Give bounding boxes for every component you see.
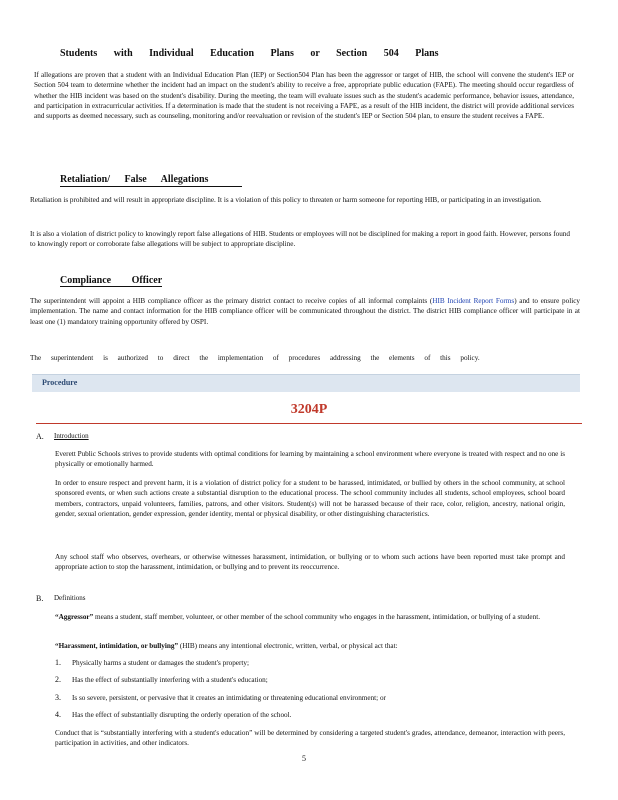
list-item-number: 3. <box>55 693 61 702</box>
heading-retaliation-underline <box>60 186 242 187</box>
list-item-text: Physically harms a student or damages the student's property; <box>72 659 249 667</box>
section-b <box>36 594 236 606</box>
paragraph-compliance <box>30 296 580 327</box>
list-item <box>55 658 555 672</box>
paragraph-conduct: Conduct that is “substantially interfering with a student's education” will be determined by considering a targeted student's grades, attendance, demeanor, interaction with peers, participation in activities, and other indicators. <box>55 729 565 748</box>
paragraph-superintendent: The superintendent is authorized to direct the implementation of procedures addressing the elements of this policy. <box>30 354 480 362</box>
page-number: 5 <box>302 754 306 763</box>
list-item <box>55 693 555 707</box>
definition-aggressor-term: “Aggressor” <box>55 613 94 621</box>
list-item <box>55 675 555 689</box>
procedure-bar <box>32 374 580 392</box>
paragraph-false-allegations: It is also a violation of district policy to knowingly report false allegations of HIB. Students or employees will not be disciplined for making a report in good faith. However, persons found to knowingly report or corroborate false allegations will be subject to appropriate discipline. <box>30 230 570 249</box>
section-b-label: Definitions <box>54 594 86 602</box>
definition-hib <box>55 641 565 651</box>
procedure-label: Procedure <box>42 378 78 387</box>
list-item <box>55 710 555 724</box>
compliance-text-b: ) and to ensure policy implementation. The name and contact information for the HIB compliance officer will be communicated throughout the district. The district HIB compliance officer will participate in at least one (1) mandatory training opportunity offered by OSPI. <box>30 297 580 326</box>
definition-aggressor-text: means a student, staff member, volunteer, or other member of the school community who engages in the harassment, intimidation, or bullying of a student. <box>93 613 541 621</box>
paragraph-retaliation: Retaliation is prohibited and will result in appropriate discipline. It is a violation of this policy to threaten or harm someone for reporting HIB, or participating in an investigation. <box>30 196 542 204</box>
hib-incident-report-forms-link[interactable]: HIB Incident Report Forms <box>432 297 515 305</box>
heading-students-iep: Students with Individual Education Plans or Section 504 Plans <box>60 48 439 59</box>
paragraph-intro-3: Any school staff who observes, overhears, or otherwise witnesses harassment, intimidation, or bullying or to whom such actions have been reported must take prompt and appropriate action to stop the harassment, intimidation, or bullying and to prevent its reoccurrence. <box>55 553 565 572</box>
section-a-letter: A. <box>36 432 44 441</box>
heading-compliance-officer: Compliance Officer <box>60 275 163 286</box>
list-item-text: Is so severe, persistent, or pervasive that it creates an intimidating or threatening educational environment; or <box>72 694 386 702</box>
heading-compliance-underline <box>60 286 162 287</box>
list-item-number: 1. <box>55 658 61 667</box>
procedure-code: 3204P <box>290 402 328 417</box>
section-b-letter: B. <box>36 594 44 603</box>
section-a-label: Introduction <box>54 432 89 440</box>
paragraph-intro-2: In order to ensure respect and prevent harm, it is a violation of district policy for a student to be harassed, intimidated, or bullied by others in the school community, at school sponsored events, or when such actions create a substantial disruption to the educational process. The school community includes all students, school employees, school board members, contractors, unpaid volunteers, families, patrons, and other visitors. Student(s) will not be harassed because of their race, color, religion, ancestry, national origin, gender, sexual orientation, gender expression, gender identity, mental or physical disability, or other distinguishing characteristics. <box>55 479 565 518</box>
list-item-number: 2. <box>55 675 61 684</box>
compliance-text-a: The superintendent will appoint a HIB compliance officer as the primary district contact to receive copies of all informal complaints ( <box>30 297 433 305</box>
definition-hib-term: “Harassment, intimidation, or bullying” <box>55 642 179 650</box>
list-item-text: Has the effect of substantially interfering with a student's education; <box>72 676 268 684</box>
procedure-code-rule <box>36 423 582 424</box>
definition-hib-text: (HIB) means any intentional electronic, written, verbal, or physical act that: <box>178 642 398 650</box>
list-item-text: Has the effect of substantially disrupting the orderly operation of the school. <box>72 711 292 719</box>
definition-aggressor <box>55 612 565 622</box>
paragraph-intro-1: Everett Public Schools strives to provide students with optimal conditions for learning by maintaining a school environment where everyone is treated with respect and no one is physically or emotionally harmed. <box>55 450 565 469</box>
paragraph-allegations: If allegations are proven that a student with an Individual Education Plan (IEP) or Section504 Plan has been the aggressor or target of HIB, the school will convene the student's IEP or Section 504 team to determine whether the incident had an impact on the student's ability to receive a free, appropriate public education (FAPE). The meeting should occur regardless of whether the HIB incident was based on the student's disability. During the meeting, the team will evaluate issues such as the student's academic performance, behavior issues, attendance, and participation in extracurricular activities. If a determination is made that the student is not receiving a FAPE, as a result of the HIB incident, the district will provide additional services and supports as deemed necessary, such as counseling, monitoring and/or reevaluation or revision of the student's IEP or Section 504 plan, to ensure the student receives a FAPE. <box>34 71 574 121</box>
heading-retaliation: Retaliation/ False Allegations <box>60 174 209 185</box>
section-a <box>36 432 236 444</box>
list-item-number: 4. <box>55 710 61 719</box>
